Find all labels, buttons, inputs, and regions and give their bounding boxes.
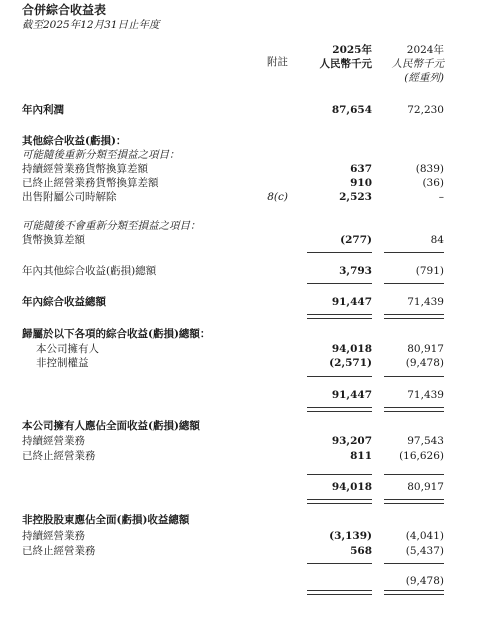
rule <box>384 563 444 564</box>
rule <box>307 563 372 564</box>
rule <box>307 474 372 475</box>
owners-2024: 80,917 <box>407 343 444 355</box>
continuing-2024: (4,041) <box>405 530 444 542</box>
double-rule <box>307 590 372 595</box>
restated-label: (經重列) <box>404 72 444 84</box>
double-rule <box>384 590 444 595</box>
oci-total-2025: 3,793 <box>339 265 372 277</box>
double-rule <box>307 407 372 412</box>
year-2025-header: 2025年 <box>332 44 372 56</box>
owners-section-total-2025: 94,018 <box>331 481 372 493</box>
oci-row-2024: – <box>438 191 444 203</box>
rule <box>384 376 444 377</box>
oci-heading: 其他綜合收益(虧損)： <box>22 135 127 147</box>
statement-title: 合併綜合收益表 <box>22 3 107 17</box>
attributable-total-2025: 91,447 <box>331 389 372 401</box>
double-rule <box>307 314 372 319</box>
continuing-label: 持續經營業務 <box>22 530 85 542</box>
discontinued-2025: 568 <box>350 545 372 557</box>
profit-2024: 72,230 <box>407 104 444 116</box>
rule <box>384 252 444 253</box>
owners-section-total-2024: 80,917 <box>407 481 444 493</box>
oci-row-label: 持續經營業務貨幣換算差額 <box>22 163 148 175</box>
rule <box>307 252 372 253</box>
oci-row-2025: (277) <box>340 234 372 246</box>
rule <box>307 283 372 284</box>
nci-section-total-2024: (9,478) <box>405 575 444 587</box>
oci-row-2025: 910 <box>350 177 372 189</box>
profit-2025: 87,654 <box>331 104 372 116</box>
oci-row-2024: (839) <box>415 163 444 175</box>
tci-2025: 91,447 <box>331 296 372 308</box>
oci-row-2024: 84 <box>430 234 444 246</box>
oci-total-2024: (791) <box>415 265 444 277</box>
note-column-header: 附註 <box>267 56 288 68</box>
note-reference: 8(c) <box>267 191 288 203</box>
oci-row-label: 貨幣換算差額 <box>22 234 85 246</box>
discontinued-2024: (16,626) <box>399 450 444 462</box>
tci-label: 年內綜合收益總額 <box>22 296 106 308</box>
continuing-2024: 97,543 <box>407 435 444 447</box>
rule <box>307 376 372 377</box>
attributable-heading: 歸屬於以下各項的綜合收益(虧損)總額： <box>22 328 211 340</box>
discontinued-label: 已終止經營業務 <box>22 450 96 462</box>
unit-2024-header: 人民幣千元 <box>391 58 444 70</box>
discontinued-label: 已終止經營業務 <box>22 545 96 557</box>
oci-total-label: 年內其他綜合收益(虧損)總額 <box>22 265 157 277</box>
tci-2024: 71,439 <box>407 296 444 308</box>
owners-2025: 94,018 <box>331 343 372 355</box>
nci-2024: (9,478) <box>405 357 444 369</box>
reclass-heading: 可能隨後重新分類至損益之項目： <box>22 149 180 161</box>
oci-row-label: 已終止經營業務貨幣換算差額 <box>22 177 159 189</box>
year-2024-header: 2024年 <box>406 44 444 56</box>
unit-2025-header: 人民幣千元 <box>319 58 372 70</box>
continuing-2025: 93,207 <box>331 435 372 447</box>
nci-section-heading: 非控股股東應佔全面(虧損)收益總額 <box>22 514 190 526</box>
profit-label: 年內利潤 <box>22 104 64 116</box>
owners-label: 本公司擁有人 <box>36 343 99 355</box>
oci-row-2025: 2,523 <box>339 191 372 203</box>
double-rule <box>307 499 372 504</box>
discontinued-2024: (5,437) <box>405 545 444 557</box>
rule <box>384 474 444 475</box>
continuing-label: 持續經營業務 <box>22 435 85 447</box>
nci-label: 非控制權益 <box>36 357 89 369</box>
statement-period: 截至2025年12月31日止年度 <box>22 19 160 31</box>
rule <box>384 283 444 284</box>
owners-section-heading: 本公司擁有人應佔全面收益(虧損)總額 <box>22 420 200 432</box>
double-rule <box>384 314 444 319</box>
double-rule <box>384 499 444 504</box>
oci-row-label: 出售附屬公司時解除 <box>22 191 117 203</box>
oci-row-2024: (36) <box>422 177 444 189</box>
double-rule <box>384 407 444 412</box>
discontinued-2025: 811 <box>350 450 372 462</box>
oci-row-2025: 637 <box>350 163 372 175</box>
attributable-total-2024: 71,439 <box>407 389 444 401</box>
continuing-2025: (3,139) <box>329 530 372 542</box>
noreclass-heading: 可能隨後不會重新分類至損益之項目： <box>22 220 201 232</box>
nci-2025: (2,571) <box>329 357 372 369</box>
